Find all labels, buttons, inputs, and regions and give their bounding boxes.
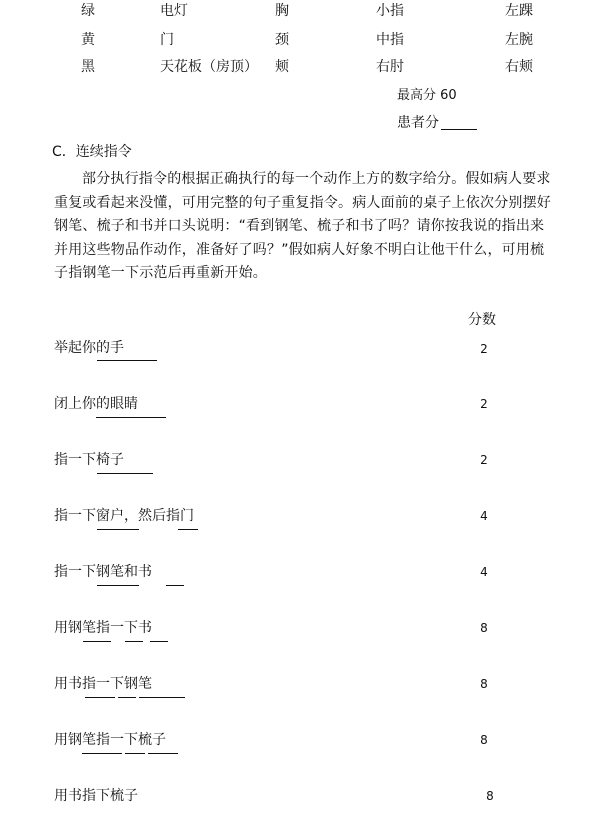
answer-blank[interactable] [118,697,136,698]
answer-blank[interactable] [166,585,184,586]
section-title: C．连续指令 [52,144,132,160]
command-score: 2 [480,397,488,411]
command-text: 用书指下梳子 [54,788,138,804]
answer-blank[interactable] [178,529,198,530]
table-cell: 中指 [376,32,404,48]
instruction-paragraph: 部分执行指令的根据正确执行的每一个动作上方的数字给分。假如病人要求重复或看起来没懂，可用完整的句子重复指令。病人面前的桌子上依次分别摆好钢笔、梳子和书并口头说明：“看到钢笔、梳子和书了吗？请你按我说的指出来并用这些物品作动作，准备好了吗？”假如病人好象不明白让他干什么，可用梳子指钢笔一下示范后再重新开始。 [54,171,551,281]
command-text: 用书指一下钢笔 [54,676,152,692]
answer-blank[interactable] [139,697,185,698]
table-cell: 电灯 [160,3,188,19]
command-score: 8 [486,789,494,803]
answer-blank[interactable] [97,473,153,474]
command-text: 指一下钢笔和书 [54,564,152,580]
command-score: 2 [480,342,488,356]
answer-blank[interactable] [125,753,145,754]
patient-score-blank[interactable] [441,129,477,130]
answer-blank[interactable] [85,697,115,698]
command-score: 4 [480,509,488,523]
command-text: 用钢笔指一下书 [54,620,152,636]
table-cell: 绿 [81,3,95,19]
table-cell: 颈 [275,32,289,48]
answer-blank[interactable] [82,753,122,754]
answer-blank[interactable] [97,529,139,530]
table-cell: 黑 [81,59,95,75]
table-cell: 颊 [275,59,289,75]
command-score: 8 [480,733,488,747]
command-text: 举起你的手 [54,340,124,356]
command-text: 用钢笔指一下梳子 [54,732,166,748]
answer-blank[interactable] [125,641,143,642]
answer-blank[interactable] [97,585,139,586]
table-cell: 右颊 [505,59,533,75]
command-score: 2 [480,453,488,467]
command-text: 指一下椅子 [54,452,124,468]
command-text: 指一下窗户，然后指门 [54,508,194,524]
table-cell: 黄 [81,32,95,48]
table-cell: 小指 [376,3,404,19]
command-score: 8 [480,677,488,691]
answer-blank[interactable] [150,641,168,642]
answer-blank[interactable] [97,360,157,361]
table-cell: 左踝 [505,3,533,19]
table-cell: 右肘 [376,59,404,75]
answer-blank[interactable] [96,417,166,418]
command-score: 4 [480,565,488,579]
score-header: 分数 [468,312,496,328]
table-cell: 左腕 [505,32,533,48]
table-cell: 天花板（房顶） [160,59,258,75]
command-score: 8 [480,621,488,635]
patient-score-label: 患者分 [397,115,439,131]
command-text: 闭上你的眼睛 [54,396,138,412]
table-cell: 门 [160,32,174,48]
table-cell: 胸 [275,3,289,19]
answer-blank[interactable] [148,753,178,754]
max-score-label: 最高分 60 [397,88,457,103]
answer-blank[interactable] [83,641,111,642]
